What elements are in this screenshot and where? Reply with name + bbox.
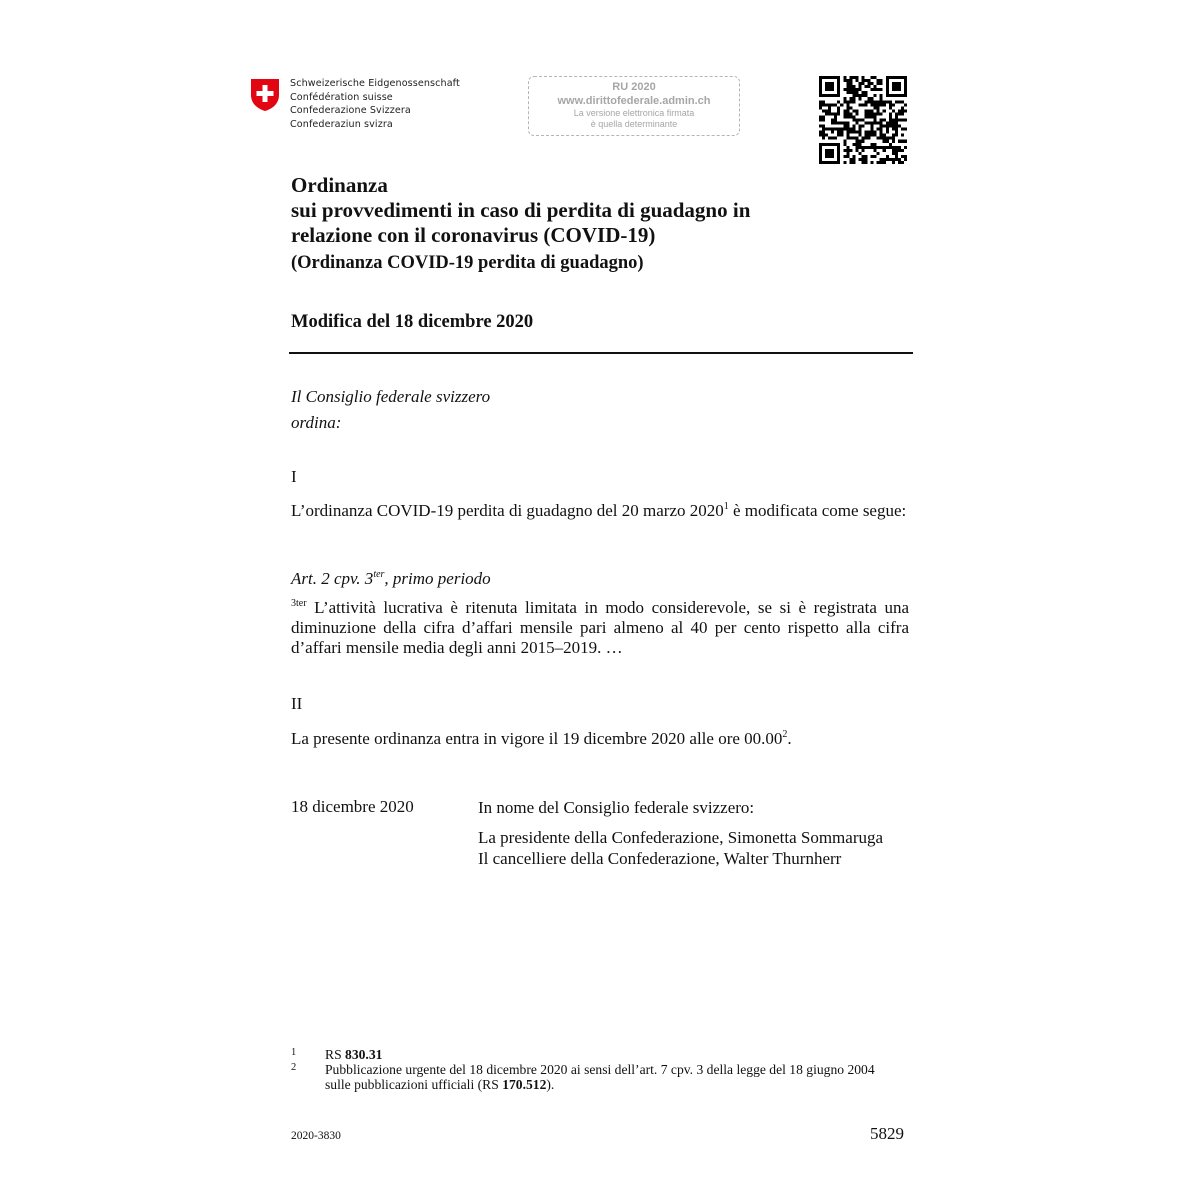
- article-paragraph: [291, 598, 909, 658]
- paragraph-number: 3ter: [291, 598, 307, 609]
- footnote-text: [325, 1047, 885, 1062]
- president-line: La presidente della Confederazione, Simonetta Sommaruga: [478, 828, 884, 847]
- entry-into-force: [291, 729, 792, 749]
- footnote-number: 2: [291, 1062, 297, 1073]
- chancellor-line: Il cancelliere della Confederazione, Walter Thurnherr: [478, 849, 842, 868]
- article-heading-sup: ter: [373, 569, 385, 580]
- title-line-3: relazione con il coronavirus (COVID-19): [291, 223, 656, 247]
- footnote-rs-number[interactable]: 830.31: [345, 1047, 383, 1062]
- section-numeral-2: II: [291, 694, 303, 713]
- preamble-authority: Il Consiglio federale svizzero: [291, 387, 491, 406]
- section-numeral-1: I: [291, 467, 297, 486]
- preamble: [291, 384, 490, 436]
- swiss-cross-shield-icon: [250, 78, 280, 112]
- signature-date: 18 dicembre 2020: [291, 797, 414, 816]
- amendment-date-heading: Modifica del 18 dicembre 2020: [291, 312, 534, 332]
- confed-line-de: Schweizerische Eidgenossenschaft: [290, 78, 460, 89]
- title-divider: [289, 352, 913, 354]
- confed-line-fr: Confédération suisse: [290, 91, 393, 103]
- official-publication-stamp: [528, 76, 740, 136]
- confederation-names: [290, 77, 460, 131]
- entry-into-force-end: .: [787, 729, 792, 748]
- confed-line-rm: Confederaziun svizra: [290, 118, 393, 130]
- footnotes: [291, 1047, 885, 1092]
- qr-code-icon: [819, 76, 907, 164]
- section-1-intro: [291, 501, 909, 521]
- stamp-note-1: La versione elettronica firmata: [573, 108, 695, 118]
- stamp-note-2: è quella determinante: [590, 119, 678, 129]
- title-line-2: sui provvedimenti in caso di perdita di guadagno in: [291, 198, 751, 222]
- footnote-1: [291, 1047, 885, 1062]
- ordinance-title: [291, 173, 750, 248]
- footnote-ref-2[interactable]: 2: [782, 729, 788, 740]
- footnote-number: 1: [291, 1047, 297, 1058]
- section-1-intro-text-end: è modificata come segue:: [728, 501, 907, 520]
- signature-block: [478, 797, 883, 869]
- page-number: 5829: [870, 1124, 904, 1143]
- on-behalf-line: In nome del Consiglio federale svizzero:: [478, 798, 755, 817]
- footnote-text: [325, 1062, 885, 1092]
- footnote-text-end: ).: [546, 1077, 555, 1092]
- confed-line-it: Confederazione Svizzera: [290, 105, 411, 117]
- title-line-1: Ordinanza: [291, 173, 388, 197]
- article-heading: [291, 569, 491, 589]
- article-heading-main: Art. 2 cpv. 3: [291, 569, 374, 588]
- article-heading-rest: , primo periodo: [384, 569, 491, 588]
- preamble-ordains: ordina:: [291, 413, 342, 432]
- footnote-2: [291, 1062, 885, 1092]
- paragraph-text: L’attività lucrativa è ritenuta limitata in modo considerevole, se si è registrata una diminuzione della cifra d’affari mensile pari almeno al 40 per cento rispetto alla cifra d’affari mensile media degli anni 2015–2019. …: [291, 598, 909, 657]
- entry-into-force-text: La presente ordinanza entra in vigore il 19 dicembre 2020 alle ore 00.00: [291, 729, 783, 748]
- footnote-ref-1[interactable]: 1: [723, 501, 729, 512]
- stamp-collection: RU 2020: [612, 81, 656, 93]
- ordinance-short-title: (Ordinanza COVID-19 perdita di guadagno): [291, 253, 644, 273]
- document-number: 2020-3830: [291, 1130, 341, 1142]
- document-header: [250, 76, 910, 168]
- footnote-text-start: Pubblicazione urgente del 18 dicembre 2020 ai sensi dell’art. 7 cpv. 3 della legge del 18 giugno 2004 sulle pubblicazioni ufficiali (RS: [325, 1062, 875, 1092]
- footnote-text-start: RS: [325, 1047, 346, 1062]
- stamp-url[interactable]: www.dirittofederale.admin.ch: [557, 95, 711, 107]
- section-1-intro-text: L’ordinanza COVID-19 perdita di guadagno del 20 marzo 2020: [291, 501, 724, 520]
- footnote-rs-number[interactable]: 170.512: [502, 1077, 547, 1092]
